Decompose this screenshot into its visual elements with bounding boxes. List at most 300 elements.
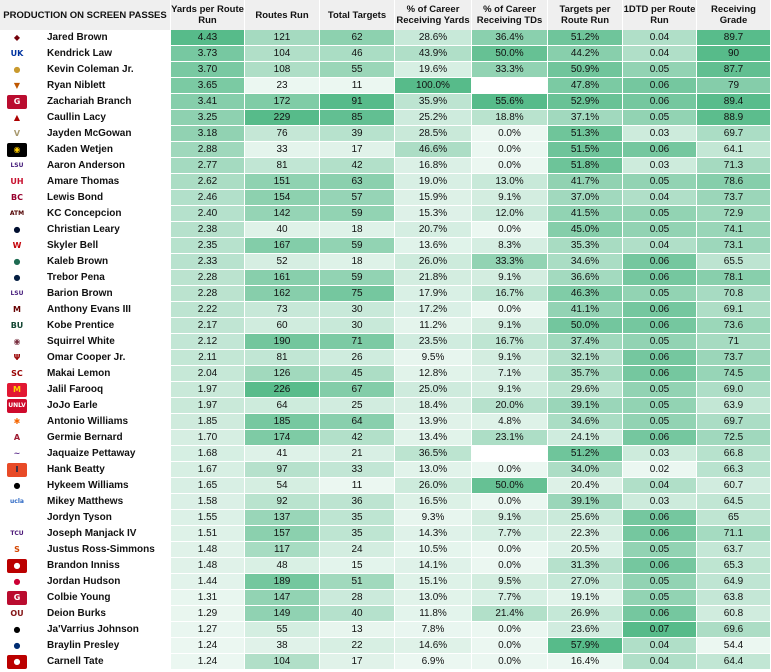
cell-grade: 64.1 (697, 142, 771, 158)
cell-tprr: 34.6% (548, 414, 623, 430)
south-carolina-gamecock-icon: ◆ (7, 31, 27, 45)
cell-ypr: 1.44 (171, 574, 245, 590)
cell-routes: 52 (245, 254, 320, 270)
cell-targets: 35 (320, 526, 395, 542)
cell-ypr: 2.22 (171, 302, 245, 318)
cell-grade: 90 (697, 46, 771, 62)
player-name: Hank Beatty (47, 464, 105, 475)
table-row (0, 526, 771, 542)
table-row (0, 494, 771, 510)
penn-state-icon: ● (7, 271, 27, 285)
cell-targets: 30 (320, 318, 395, 334)
cell-routes: 226 (245, 382, 320, 398)
cell-ypr: 2.46 (171, 190, 245, 206)
cell-grade: 88.9 (697, 110, 771, 126)
cell-targets: 17 (320, 654, 395, 670)
cell-targets: 55 (320, 62, 395, 78)
cell-ypr: 2.62 (171, 174, 245, 190)
cell-tprr: 51.8% (548, 158, 623, 174)
cell-grade: 65.3 (697, 558, 771, 574)
cell-pct-yards: 16.5% (395, 494, 472, 510)
cell-ypr: 2.11 (171, 350, 245, 366)
cell-pct-yards: 23.5% (395, 334, 472, 350)
cell-1dtd: 0.06 (623, 430, 697, 446)
cell-ypr: 1.68 (171, 446, 245, 462)
cell-1dtd: 0.03 (623, 494, 697, 510)
cell-pct-tds: 20.0% (472, 398, 548, 414)
player-name: Mikey Matthews (47, 496, 124, 507)
cell-ypr: 1.31 (171, 590, 245, 606)
cell-ypr: 3.65 (171, 78, 245, 94)
table-row (0, 286, 771, 302)
cell-1dtd: 0.05 (623, 206, 697, 222)
cell-ypr: 3.73 (171, 46, 245, 62)
cell-grade: 64.9 (697, 574, 771, 590)
cell-tprr: 36.6% (548, 270, 623, 286)
cell-ypr: 2.17 (171, 318, 245, 334)
cell-grade: 64.5 (697, 494, 771, 510)
column-header-ypr: Yards per Route Run (171, 0, 245, 30)
cell-grade: 69.0 (697, 382, 771, 398)
cell-tprr: 32.1% (548, 350, 623, 366)
cell-targets: 30 (320, 302, 395, 318)
cell-ypr: 1.85 (171, 414, 245, 430)
cell-1dtd: 0.04 (623, 238, 697, 254)
cell-tprr: 29.6% (548, 382, 623, 398)
cell-grade: 63.8 (697, 590, 771, 606)
cell-targets: 13 (320, 622, 395, 638)
cell-tprr: 20.4% (548, 478, 623, 494)
cell-tprr: 41.1% (548, 302, 623, 318)
cell-1dtd: 0.06 (623, 78, 697, 94)
cell-grade: 69.7 (697, 126, 771, 142)
texas-am-icon: ATM (7, 207, 27, 221)
player-name: Aaron Anderson (47, 160, 125, 171)
cell-pct-yards: 6.9% (395, 654, 472, 670)
cell-1dtd: 0.05 (623, 574, 697, 590)
cell-targets: 59 (320, 206, 395, 222)
cell-tprr: 19.1% (548, 590, 623, 606)
cell-ypr: 1.97 (171, 382, 245, 398)
cell-1dtd: 0.06 (623, 510, 697, 526)
table-row (0, 558, 771, 574)
cell-targets: 40 (320, 606, 395, 622)
cell-routes: 76 (245, 126, 320, 142)
cell-1dtd: 0.06 (623, 270, 697, 286)
cell-pct-yards: 36.5% (395, 446, 472, 462)
cell-pct-tds: 0.0% (472, 158, 548, 174)
column-header-pct-yards: % of Career Receiving Yards (395, 0, 472, 30)
texas-longhorn-icon: ▼ (7, 79, 27, 93)
cell-pct-tds: 0.0% (472, 654, 548, 670)
cell-1dtd: 0.05 (623, 222, 697, 238)
cell-ypr: 2.38 (171, 222, 245, 238)
baylor-bu-icon: BU (7, 319, 27, 333)
cell-targets: 33 (320, 462, 395, 478)
cell-targets: 22 (320, 638, 395, 654)
cell-grade: 69.7 (697, 414, 771, 430)
cell-pct-yards: 13.0% (395, 462, 472, 478)
cell-tprr: 41.7% (548, 174, 623, 190)
cell-tprr: 51.2% (548, 446, 623, 462)
cell-pct-yards: 28.5% (395, 126, 472, 142)
column-header-routes: Routes Run (245, 0, 320, 30)
table-row (0, 270, 771, 286)
cell-tprr: 47.8% (548, 78, 623, 94)
cell-tprr: 22.3% (548, 526, 623, 542)
cell-tprr: 27.0% (548, 574, 623, 590)
player-name: Kaleb Brown (47, 256, 109, 267)
indiana-iu-icon: Ψ (7, 351, 27, 365)
cell-targets: 62 (320, 30, 395, 46)
cell-ypr: 1.58 (171, 494, 245, 510)
table-row (0, 78, 771, 94)
cell-grade: 73.7 (697, 190, 771, 206)
cell-pct-yards: 14.3% (395, 526, 472, 542)
cell-routes: 154 (245, 190, 320, 206)
cell-routes: 108 (245, 62, 320, 78)
cell-ypr: 1.24 (171, 654, 245, 670)
cell-targets: 42 (320, 158, 395, 174)
cell-targets: 63 (320, 174, 395, 190)
cell-grade: 73.7 (697, 350, 771, 366)
cell-routes: 229 (245, 110, 320, 126)
table-row (0, 478, 771, 494)
alabama-a-icon: A (7, 431, 27, 445)
cell-pct-yards: 26.0% (395, 254, 472, 270)
cell-1dtd: 0.06 (623, 302, 697, 318)
cell-targets: 91 (320, 94, 395, 110)
cell-pct-yards: 13.0% (395, 590, 472, 606)
player-name: Colbie Young (47, 592, 111, 603)
cell-grade: 65.5 (697, 254, 771, 270)
player-name: Kaden Wetjen (47, 144, 113, 155)
cell-routes: 189 (245, 574, 320, 590)
cell-grade: 71.3 (697, 158, 771, 174)
cell-grade: 65 (697, 510, 771, 526)
cell-pct-yards: 17.9% (395, 286, 472, 302)
player-name: Anthony Evans III (47, 304, 131, 315)
player-name: Hykeem Williams (47, 480, 129, 491)
cell-routes: 81 (245, 350, 320, 366)
cell-targets: 45 (320, 366, 395, 382)
cell-grade: 60.8 (697, 606, 771, 622)
cell-1dtd: 0.05 (623, 286, 697, 302)
player-name: Ja'Varrius Johnson (47, 624, 139, 635)
player-name: Kendrick Law (47, 48, 113, 59)
ohio-state-icon: ● (7, 655, 27, 669)
cell-routes: 41 (245, 446, 320, 462)
table-row (0, 590, 771, 606)
column-header-targets: Total Targets (320, 0, 395, 30)
cell-pct-yards: 7.8% (395, 622, 472, 638)
cell-grade: 79 (697, 78, 771, 94)
cell-targets: 18 (320, 222, 395, 238)
player-name: Jared Brown (47, 32, 108, 43)
cell-1dtd: 0.06 (623, 318, 697, 334)
cell-pct-tds: 0.0% (472, 126, 548, 142)
cell-1dtd: 0.05 (623, 334, 697, 350)
cell-pct-tds: 18.8% (472, 110, 548, 126)
table-row (0, 430, 771, 446)
player-name: Justus Ross-Simmons (47, 544, 155, 555)
cell-pct-yards: 26.0% (395, 478, 472, 494)
cell-pct-tds: 36.4% (472, 30, 548, 46)
player-name: Squirrel White (47, 336, 115, 347)
table-row (0, 206, 771, 222)
player-name: Braylin Presley (47, 640, 120, 651)
cell-grade: 74.1 (697, 222, 771, 238)
cell-pct-tds: 0.0% (472, 622, 548, 638)
cell-ypr: 1.27 (171, 622, 245, 638)
cell-ypr: 2.28 (171, 286, 245, 302)
cell-targets: 67 (320, 382, 395, 398)
table-row (0, 158, 771, 174)
cell-pct-tds: 55.6% (472, 94, 548, 110)
cell-grade: 63.7 (697, 542, 771, 558)
cell-targets: 18 (320, 254, 395, 270)
cell-1dtd: 0.04 (623, 654, 697, 670)
cell-targets: 75 (320, 286, 395, 302)
cell-pct-tds: 9.1% (472, 350, 548, 366)
arizona-state-icon (7, 511, 27, 525)
player-name: KC Concepcion (47, 208, 122, 219)
cell-1dtd: 0.06 (623, 142, 697, 158)
cell-pct-yards: 15.3% (395, 206, 472, 222)
cell-tprr: 35.7% (548, 366, 623, 382)
player-name: Carnell Tate (47, 656, 104, 667)
cell-1dtd: 0.05 (623, 590, 697, 606)
cell-pct-tds: 16.7% (472, 286, 548, 302)
cell-pct-tds: 0.0% (472, 494, 548, 510)
cell-routes: 147 (245, 590, 320, 606)
cell-targets: 11 (320, 478, 395, 494)
table-row (0, 542, 771, 558)
cell-grade: 89.7 (697, 30, 771, 46)
cell-grade: 71 (697, 334, 771, 350)
table-row (0, 510, 771, 526)
oklahoma-ou-icon: OU (7, 607, 27, 621)
table-row (0, 302, 771, 318)
cell-routes: 117 (245, 542, 320, 558)
cell-grade: 66.3 (697, 462, 771, 478)
smu-icon: ● (7, 575, 27, 589)
cell-routes: 104 (245, 46, 320, 62)
player-name: Omar Cooper Jr. (47, 352, 126, 363)
table-row (0, 334, 771, 350)
cell-grade: 74.5 (697, 366, 771, 382)
player-name: Amare Thomas (47, 176, 120, 187)
cell-pct-tds: 0.0% (472, 142, 548, 158)
cell-routes: 126 (245, 366, 320, 382)
cell-pct-tds (472, 446, 548, 462)
cell-grade: 54.4 (697, 638, 771, 654)
east-carolina-icon: ~ (7, 447, 27, 461)
lsu-icon: LSU (7, 287, 27, 301)
colorado-buffalo-icon: ● (7, 479, 27, 493)
player-name: Joseph Manjack IV (47, 528, 137, 539)
cell-pct-tds: 16.7% (472, 334, 548, 350)
cell-targets: 64 (320, 414, 395, 430)
table-row (0, 462, 771, 478)
cell-pct-tds: 0.0% (472, 558, 548, 574)
cell-pct-tds: 9.1% (472, 270, 548, 286)
cell-pct-yards: 13.6% (395, 238, 472, 254)
cell-1dtd: 0.06 (623, 350, 697, 366)
cell-routes: 151 (245, 174, 320, 190)
player-name: Zachariah Branch (47, 96, 132, 107)
cell-pct-tds: 8.3% (472, 238, 548, 254)
cell-tprr: 23.6% (548, 622, 623, 638)
cell-pct-yards: 20.7% (395, 222, 472, 238)
table-row (0, 94, 771, 110)
table-title: PRODUCTION ON SCREEN PASSES (0, 0, 171, 30)
cell-routes: 142 (245, 206, 320, 222)
cell-pct-yards: 100.0% (395, 78, 472, 94)
cell-ypr: 3.41 (171, 94, 245, 110)
cell-grade: 71.1 (697, 526, 771, 542)
cell-1dtd: 0.05 (623, 414, 697, 430)
cell-tprr: 37.0% (548, 190, 623, 206)
cell-routes: 121 (245, 30, 320, 46)
cell-targets: 28 (320, 590, 395, 606)
cell-grade: 66.8 (697, 446, 771, 462)
player-name: Caullin Lacy (47, 112, 106, 123)
table-row (0, 126, 771, 142)
cell-tprr: 37.4% (548, 334, 623, 350)
cell-1dtd: 0.03 (623, 446, 697, 462)
cell-pct-yards: 9.5% (395, 350, 472, 366)
cell-targets: 85 (320, 110, 395, 126)
cell-pct-tds: 23.1% (472, 430, 548, 446)
player-name: Skyler Bell (47, 240, 99, 251)
ohio-state-icon: ● (7, 559, 27, 573)
cell-ypr: 1.67 (171, 462, 245, 478)
cell-targets: 71 (320, 334, 395, 350)
cell-grade: 63.9 (697, 398, 771, 414)
cell-tprr: 51.3% (548, 126, 623, 142)
iowa-hawkeye-icon: ◉ (7, 143, 27, 157)
cell-1dtd: 0.02 (623, 462, 697, 478)
cell-pct-yards: 13.4% (395, 430, 472, 446)
table-row (0, 638, 771, 654)
cell-ypr: 1.55 (171, 510, 245, 526)
table-row (0, 398, 771, 414)
cell-tprr: 31.3% (548, 558, 623, 574)
louisville-cardinal-icon: ▲ (7, 111, 27, 125)
cell-tprr: 45.0% (548, 222, 623, 238)
player-name: Ryan Niblett (47, 80, 106, 91)
cell-ypr: 2.77 (171, 158, 245, 174)
cell-pct-tds: 0.0% (472, 462, 548, 478)
cell-ypr: 1.24 (171, 638, 245, 654)
cell-tprr: 34.0% (548, 462, 623, 478)
cell-ypr: 1.65 (171, 478, 245, 494)
uconn-husky-icon: ● (7, 223, 27, 237)
cell-routes: 54 (245, 478, 320, 494)
cell-pct-tds: 0.0% (472, 638, 548, 654)
cell-grade: 64.4 (697, 654, 771, 670)
syracuse-s-icon: S (7, 543, 27, 557)
cell-1dtd: 0.05 (623, 110, 697, 126)
cell-pct-yards: 12.8% (395, 366, 472, 382)
cell-pct-yards: 9.3% (395, 510, 472, 526)
cell-targets: 46 (320, 46, 395, 62)
table-row (0, 622, 771, 638)
table-row (0, 142, 771, 158)
cell-routes: 162 (245, 286, 320, 302)
cell-tprr: 41.5% (548, 206, 623, 222)
cell-grade: 78.6 (697, 174, 771, 190)
player-name: Barion Brown (47, 288, 113, 299)
cell-pct-tds: 9.1% (472, 382, 548, 398)
cell-tprr: 50.9% (548, 62, 623, 78)
vanderbilt-v-icon: V (7, 127, 27, 141)
cell-targets: 26 (320, 350, 395, 366)
usc-icon: SC (7, 367, 27, 381)
cell-pct-tds: 9.1% (472, 318, 548, 334)
mississippi-state-icon: M (7, 303, 27, 317)
table-row (0, 238, 771, 254)
houston-uh-icon: UH (7, 175, 27, 189)
cell-pct-yards: 14.1% (395, 558, 472, 574)
cell-tprr: 16.4% (548, 654, 623, 670)
cell-pct-yards: 19.6% (395, 62, 472, 78)
cell-targets: 57 (320, 190, 395, 206)
cell-routes: 60 (245, 318, 320, 334)
florida-state-icon: ◉ (7, 335, 27, 349)
cell-ypr: 2.04 (171, 366, 245, 382)
player-name: Kevin Coleman Jr. (47, 64, 134, 75)
cell-tprr: 39.1% (548, 398, 623, 414)
column-header-grade: Receiving Grade (697, 0, 771, 30)
ucla-icon: ucla (7, 495, 27, 509)
cell-routes: 23 (245, 78, 320, 94)
column-header-pct-tds: % of Career Receiving TDs (472, 0, 548, 30)
player-name: Makai Lemon (47, 368, 111, 379)
cell-routes: 104 (245, 654, 320, 670)
cell-pct-yards: 13.9% (395, 414, 472, 430)
cell-1dtd: 0.04 (623, 190, 697, 206)
cell-targets: 51 (320, 574, 395, 590)
cell-targets: 11 (320, 78, 395, 94)
cell-targets: 36 (320, 494, 395, 510)
cell-tprr: 50.0% (548, 318, 623, 334)
cell-tprr: 34.6% (548, 254, 623, 270)
table-row (0, 350, 771, 366)
cell-ypr: 1.48 (171, 542, 245, 558)
cell-pct-yards: 19.0% (395, 174, 472, 190)
clemson-paw-icon: ✱ (7, 415, 27, 429)
cell-1dtd: 0.03 (623, 126, 697, 142)
cell-routes: 40 (245, 222, 320, 238)
cell-pct-yards: 11.8% (395, 606, 472, 622)
cell-grade: 87.7 (697, 62, 771, 78)
table-row (0, 366, 771, 382)
cell-routes: 161 (245, 270, 320, 286)
cell-pct-tds: 9.5% (472, 574, 548, 590)
cell-pct-yards: 18.4% (395, 398, 472, 414)
georgia-g-icon: G (7, 95, 27, 109)
table-row (0, 574, 771, 590)
cell-tprr: 51.2% (548, 30, 623, 46)
cell-routes: 55 (245, 622, 320, 638)
cell-pct-yards: 43.9% (395, 46, 472, 62)
cell-ypr: 3.18 (171, 126, 245, 142)
cell-1dtd: 0.06 (623, 606, 697, 622)
cell-1dtd: 0.06 (623, 558, 697, 574)
cell-routes: 149 (245, 606, 320, 622)
